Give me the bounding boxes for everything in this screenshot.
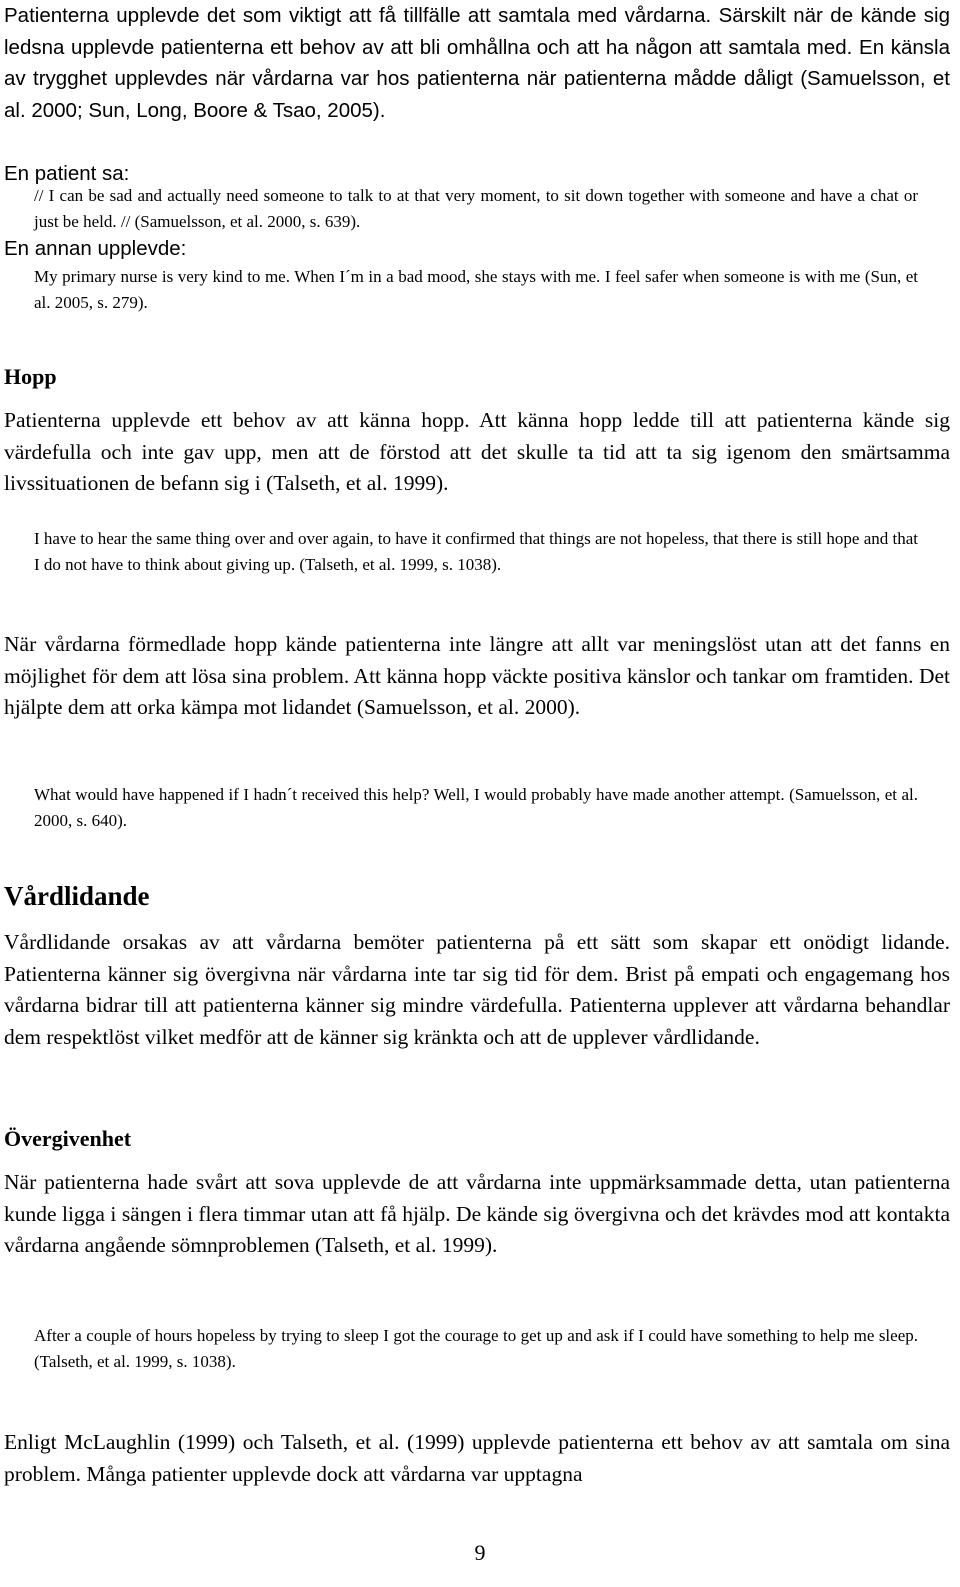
quote-3: I have to hear the same thing over and over again, to have it confirmed that things are not hopeless, that there is still hope and that I do not have to think about giving up. (Talseth, et al. 1999, s. 1038). [34, 529, 918, 574]
heading-hopp: Hopp [4, 364, 57, 389]
page-number: 9 [474, 1540, 486, 1565]
quote-2: My primary nurse is very kind to me. When I´m in a bad mood, she stays with me. I feel safer when someone is with me (Sun, et al. 2005, s. 279). [34, 267, 918, 312]
lead-in-patient-said: En patient sa: [4, 162, 130, 185]
closing-paragraph: Enligt McLaughlin (1999) och Talseth, et al. (1999) upplevde patienterna ett behov av att samtala om sina problem. Många patienter upplevde dock att vårdarna var upptagna [4, 1430, 950, 1486]
quote-4: What would have happened if I hadn´t received this help? Well, I would probably have made another attempt. (Samuelsson, et al. 2000, s. 640). [34, 785, 918, 830]
heading-vardlidande: Vårdlidande [4, 881, 150, 911]
intro-paragraph: Patienterna upplevde det som viktigt att få tillfälle att samtala med vårdarna. Särskilt när de kände sig ledsna upplevde patienterna ett behov av att bli omhållna och att ha någon att samtala med. En känsla av trygghet upplevdes när vårdarna var hos patienterna när patienterna mådde dåligt (Samuelsson, et al. 2000; Sun, Long, Boore & Tsao, 2005). [4, 4, 950, 122]
vardlidande-paragraph: Vårdlidande orsakas av att vårdarna bemöter patienterna på ett sätt som skapar ett onödigt lidande. Patienterna känner sig övergivna när vårdarna inte tar sig tid för dem. Brist på empati och engagemang hos vårdarna bidrar till att patienterna känner sig mindre värdefulla. Patienterna upplever att vårdarna behandlar dem respektlöst vilket medför att de känner sig kränkta och att de upplever vårdlidande. [4, 930, 950, 1049]
hopp-paragraph-2: När vårdarna förmedlade hopp kände patienterna inte längre att allt var meningslöst utan att det fanns en möjlighet för dem att lösa sina problem. Att känna hopp väckte positiva känslor och tankar om framtiden. Det hjälpte dem att orka kämpa mot lidandet (Samuelsson, et al. 2000). [4, 632, 950, 719]
heading-overgivenhet: Övergivenhet [4, 1126, 132, 1151]
quote-5: After a couple of hours hopeless by trying to sleep I got the courage to get up and ask if I could have something to help me sleep. (Talseth, et al. 1999, s. 1038). [34, 1326, 918, 1371]
quote-1: // I can be sad and actually need someone to talk to at that very moment, to sit down together with someone and have a chat or just be held. // (Samuelsson, et al. 2000, s. 639). [34, 186, 918, 231]
lead-in-another-experienced: En annan upplevde: [4, 237, 187, 260]
overgivenhet-paragraph: När patienterna hade svårt att sova upplevde de att vårdarna inte uppmärksammade detta, utan patienterna kunde ligga i sängen i flera timmar utan att få hjälp. De kände sig övergivna och det krävdes mod att kontakta vårdarna angående sömnproblemen (Talseth, et al. 1999). [4, 1170, 950, 1257]
hopp-paragraph: Patienterna upplevde ett behov av att känna hopp. Att känna hopp ledde till att patienterna kände sig värdefulla och inte gav upp, men att de förstod att det skulle ta tid att ta sig igenom den smärtsamma livssituationen de befann sig i (Talseth, et al. 1999). [4, 408, 950, 495]
